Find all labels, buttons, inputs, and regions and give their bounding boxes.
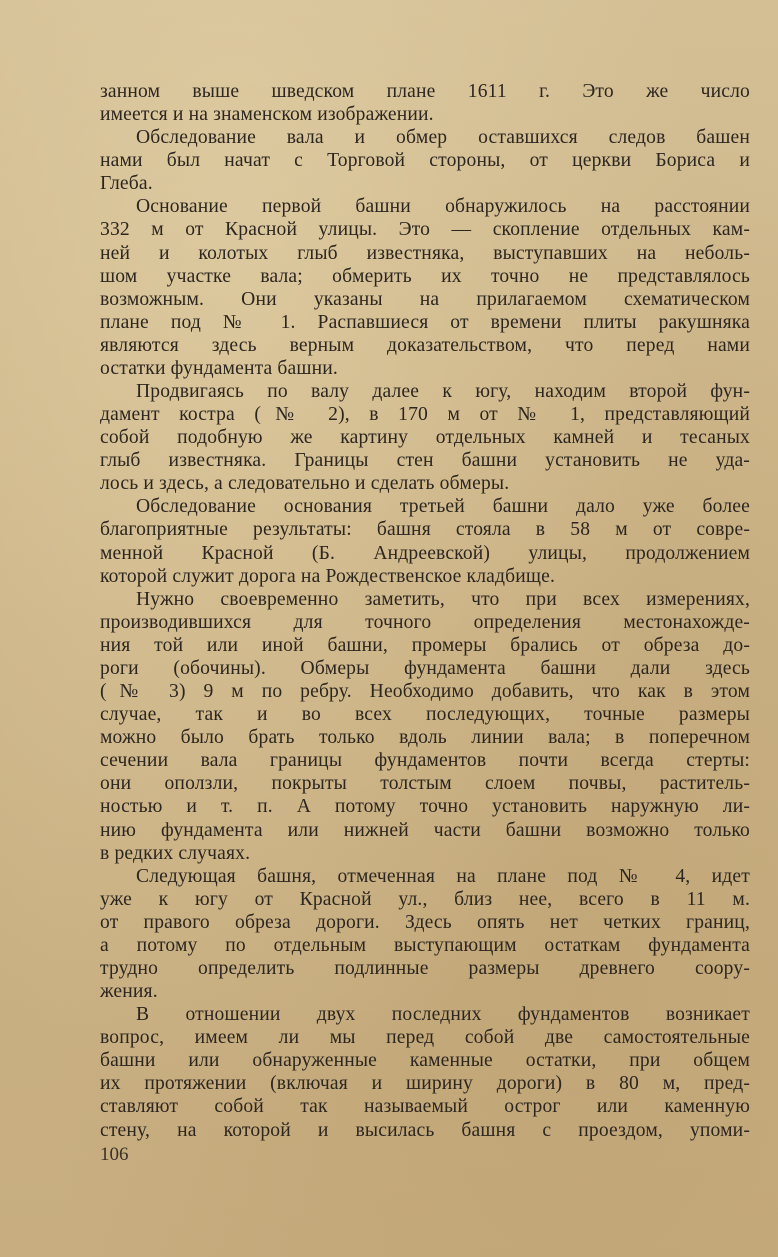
text-line: шом участке вала; обмерить их точно не представлялось [100,265,750,287]
text-line: собой подобную же картину отдельных камней и тесаных [100,427,750,449]
text-line: сечении вала границы фундаментов почти всегда стерты: [100,750,750,772]
text-line: ней и колотых глыб известняка, выступавших на неболь- [100,242,750,264]
text-line: роги (обочины). Обмеры фундамента башни дали здесь [100,657,750,679]
text-line: Следующая башня, отмеченная на плане под № 4, идет [136,865,750,887]
text-line: Продвигаясь по валу далее к югу, находим второй фун- [136,381,750,403]
text-line: уже к югу от Красной ул., близ нее, всего в 11 м. [100,888,750,910]
text-line: нами был начат с Торговой стороны, от церкви Бориса и [100,150,750,172]
text-line: имеется и на знаменском изображении. [100,104,434,126]
text-line: башни или обнаруженные каменные остатки, при общем [100,1050,750,1072]
text-line: стену, на которой и высилась башня с проездом, упоми- [100,1119,750,1141]
text-line: (№ 3) 9 м по ребру. Необходимо добавить, что как в этом [100,681,750,703]
text-line: можно было брать только вдоль линии вала; в поперечном [100,727,750,749]
text-line: они оползли, покрыты толстым слоем почвы, раститель- [100,773,750,795]
text-line: являются здесь верным доказательством, что перед нами [100,334,750,356]
text-line: производившихся для точного определения местонахожде- [100,611,750,633]
text-line: в редких случаях. [100,842,251,864]
text-line: которой служит дорога на Рождественское кладбище. [100,565,556,587]
text-line: занном выше шведском плане 1611 г. Это же число [100,81,750,102]
text-line: Нужно своевременно заметить, что при всех измерениях, [136,588,750,610]
text-line: лось и здесь, а следовательно и сделать обмеры. [100,473,510,495]
text-line: жения. [100,981,158,1003]
text-line: ставляют собой так называемый острог или каменную [100,1096,750,1118]
text-line: их протяжении (включая и ширину дороги) в 80 м, пред- [100,1073,750,1095]
text-line: остатки фундамента башни. [100,357,338,379]
text-line: менной Красной (Б. Андреевской) улицы, продолжением [100,542,750,564]
text-line: ностью и т. п. А потому точно установить наружную ли- [100,796,750,818]
text-line: от правого обреза дороги. Здесь опять нет четких границ, [100,911,750,933]
text-line: Обследование вала и обмер оставшихся следов башен [136,127,750,149]
text-line: Обследование основания третьей башни дало уже более [136,496,750,518]
page-number: 106 [100,1144,129,1165]
text-line: ния той или иной башни, промеры брались от обреза до- [100,634,750,656]
text-line: а потому по отдельным выступающим остаткам фундамента [100,934,750,956]
text-line: трудно определить подлинные размеры древнего соору- [100,957,750,979]
text-line: возможным. Они указаны на прилагаемом схематическом [100,288,750,310]
text-line: нию фундамента или нижней части башни возможно только [100,819,750,841]
text-line: 332 м от Красной улицы. Это — скопление отдельных кам- [100,219,750,241]
text-line: Глеба. [100,173,153,195]
text-line: В отношении двух последних фундаментов возникает [136,1004,750,1026]
text-line: Основание первой башни обнаружилось на расстоянии [136,196,750,218]
text-line: благоприятные результаты: башня стояла в 58 м от совре- [100,519,750,541]
text-line: дамент костра (№ 2), в 170 м от № 1, представляющий [100,404,750,426]
text-line: плане под № 1. Распавшиеся от времени плиты ракушняка [100,311,750,333]
text-line: вопрос, имеем ли мы перед собой две самостоятельные [100,1027,750,1049]
text-line: случае, так и во всех последующих, точные размеры [100,704,750,726]
page-text [100,80,750,1142]
text-line: глыб известняка. Границы стен башни установить не уда- [100,450,750,472]
